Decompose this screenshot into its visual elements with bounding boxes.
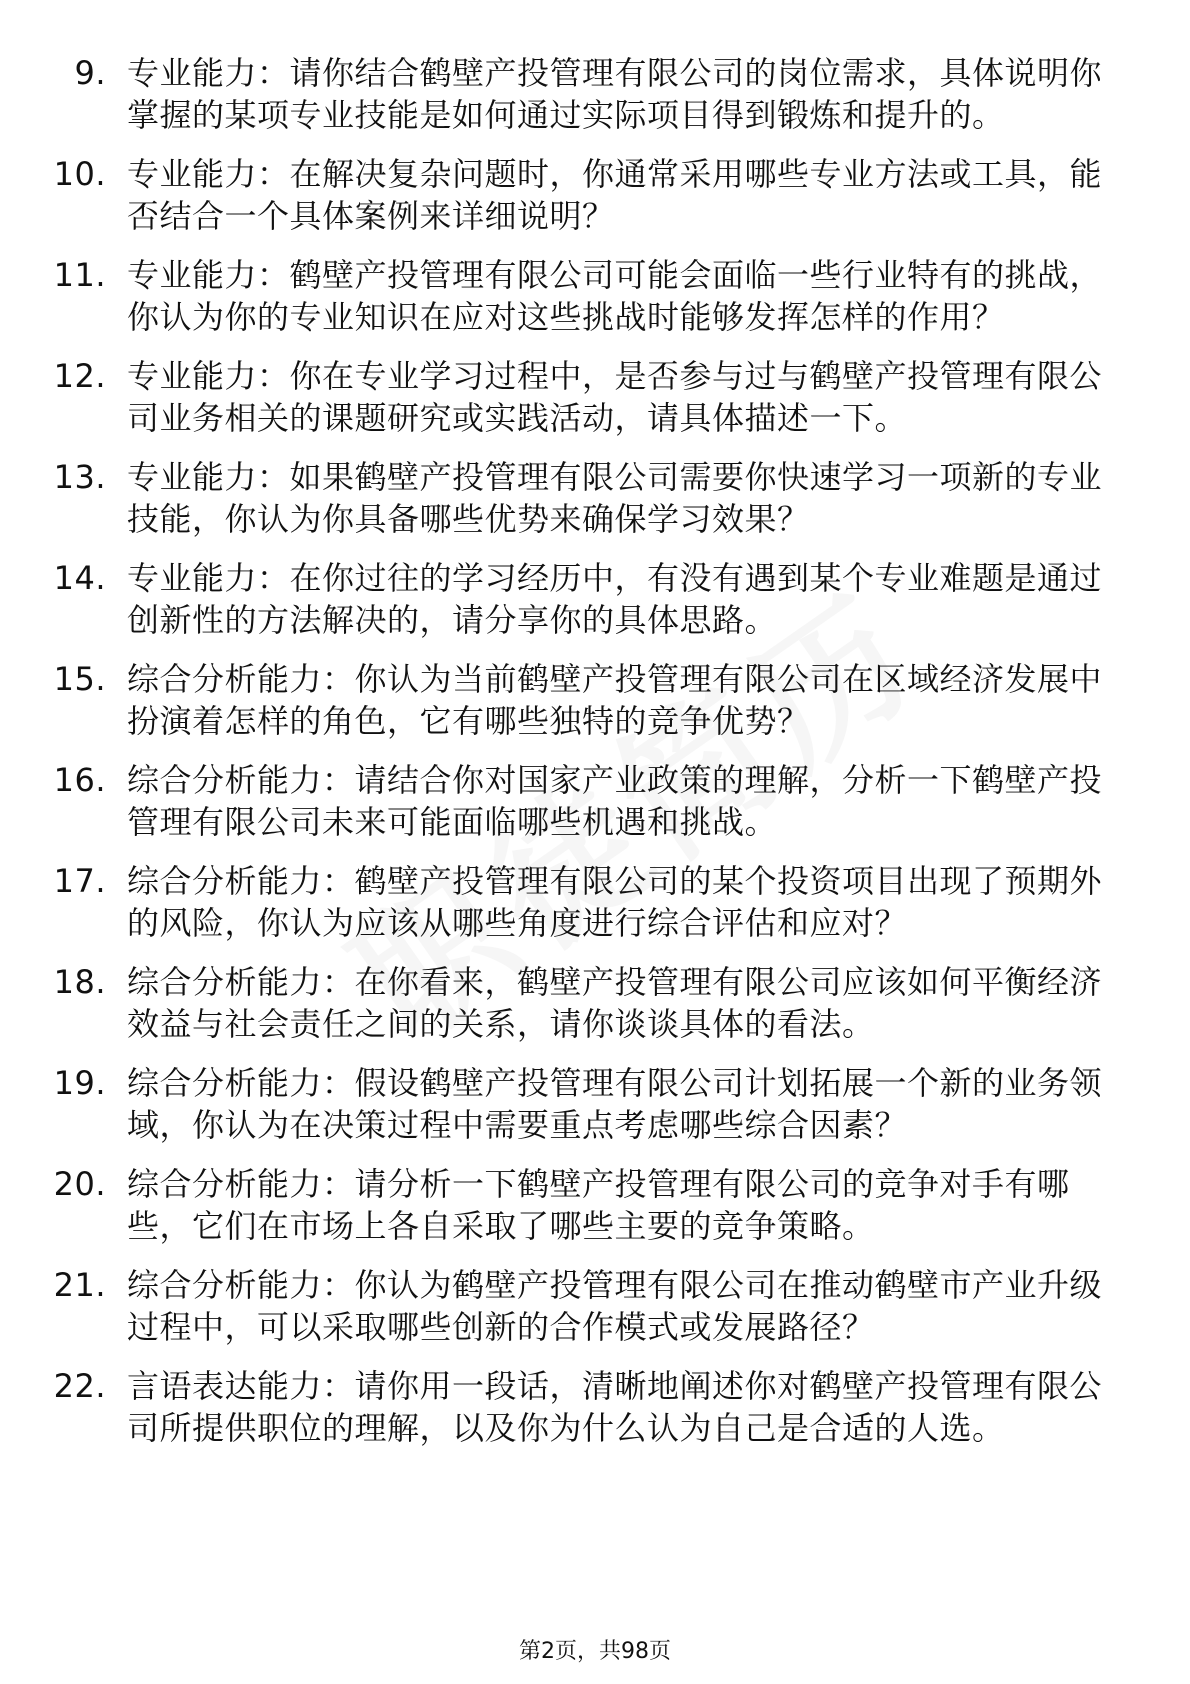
question-text: 综合分析能力：在你看来，鹤壁产投管理有限公司应该如何平衡经济效益与社会责任之间的关系，请你谈谈具体的看法。 bbox=[127, 963, 1103, 1043]
question-number: 12. bbox=[53, 357, 106, 395]
question-text: 专业能力：鹤壁产投管理有限公司可能会面临一些行业特有的挑战，你认为你的专业知识在应对这些挑战时能够发挥怎样的作用？ bbox=[127, 256, 1103, 336]
question-text: 综合分析能力：鹤壁产投管理有限公司的某个投资项目出现了预期外的风险，你认为应该从哪些角度进行综合评估和应对？ bbox=[127, 862, 1103, 942]
question-number: 20. bbox=[53, 1165, 106, 1203]
question-text: 专业能力：你在专业学习过程中，是否参与过与鹤壁产投管理有限公司业务相关的课题研究或实践活动，请具体描述一下。 bbox=[127, 357, 1103, 437]
question-item bbox=[0, 961, 1117, 1045]
question-item bbox=[0, 860, 1117, 944]
question-text: 专业能力：在解决复杂问题时，你通常采用哪些专业方法或工具，能否结合一个具体案例来详细说明？ bbox=[127, 155, 1103, 235]
question-text: 专业能力：如果鹤壁产投管理有限公司需要你快速学习一项新的专业技能，你认为你具备哪些优势来确保学习效果？ bbox=[127, 458, 1103, 538]
question-number: 11. bbox=[53, 256, 106, 294]
question-number: 17. bbox=[53, 862, 106, 900]
question-text: 综合分析能力：请分析一下鹤壁产投管理有限公司的竞争对手有哪些，它们在市场上各自采取了哪些主要的竞争策略。 bbox=[127, 1165, 1070, 1245]
question-item bbox=[0, 355, 1117, 439]
question-number: 14. bbox=[53, 559, 106, 597]
page-footer bbox=[0, 1638, 1190, 1666]
question-item bbox=[0, 153, 1117, 237]
question-item bbox=[0, 52, 1117, 136]
question-item bbox=[0, 759, 1117, 843]
question-item bbox=[0, 557, 1117, 641]
question-number: 9. bbox=[74, 54, 106, 92]
question-item bbox=[0, 1163, 1117, 1247]
question-number: 15. bbox=[53, 660, 106, 698]
page-number-label: 第2页，共98页 bbox=[519, 1639, 671, 1664]
question-item bbox=[0, 658, 1117, 742]
question-list bbox=[0, 52, 1190, 1466]
question-text: 综合分析能力：假设鹤壁产投管理有限公司计划拓展一个新的业务领域，你认为在决策过程中需要重点考虑哪些综合因素？ bbox=[127, 1064, 1103, 1144]
question-number: 13. bbox=[53, 458, 106, 496]
question-text: 综合分析能力：你认为当前鹤壁产投管理有限公司在区域经济发展中扮演着怎样的角色，它有哪些独特的竞争优势？ bbox=[127, 660, 1103, 740]
question-item bbox=[0, 254, 1117, 338]
question-number: 21. bbox=[53, 1266, 106, 1304]
question-item bbox=[0, 456, 1117, 540]
question-item bbox=[0, 1264, 1117, 1348]
question-text: 专业能力：请你结合鹤壁产投管理有限公司的岗位需求，具体说明你掌握的某项专业技能是如何通过实际项目得到锻炼和提升的。 bbox=[127, 54, 1103, 134]
question-number: 16. bbox=[53, 761, 106, 799]
question-text: 综合分析能力：你认为鹤壁产投管理有限公司在推动鹤壁市产业升级过程中，可以采取哪些创新的合作模式或发展路径？ bbox=[127, 1266, 1103, 1346]
question-text: 专业能力：在你过往的学习经历中，有没有遇到某个专业难题是通过创新性的方法解决的，请分享你的具体思路。 bbox=[127, 559, 1103, 639]
question-number: 19. bbox=[53, 1064, 106, 1102]
question-text: 言语表达能力：请你用一段话，清晰地阐述你对鹤壁产投管理有限公司所提供职位的理解，以及你为什么认为自己是合适的人选。 bbox=[127, 1367, 1103, 1447]
question-text: 综合分析能力：请结合你对国家产业政策的理解，分析一下鹤壁产投管理有限公司未来可能面临哪些机遇和挑战。 bbox=[127, 761, 1103, 841]
question-number: 18. bbox=[53, 963, 106, 1001]
question-item bbox=[0, 1062, 1117, 1146]
question-number: 22. bbox=[53, 1367, 106, 1405]
question-number: 10. bbox=[53, 155, 106, 193]
question-item bbox=[0, 1365, 1117, 1449]
